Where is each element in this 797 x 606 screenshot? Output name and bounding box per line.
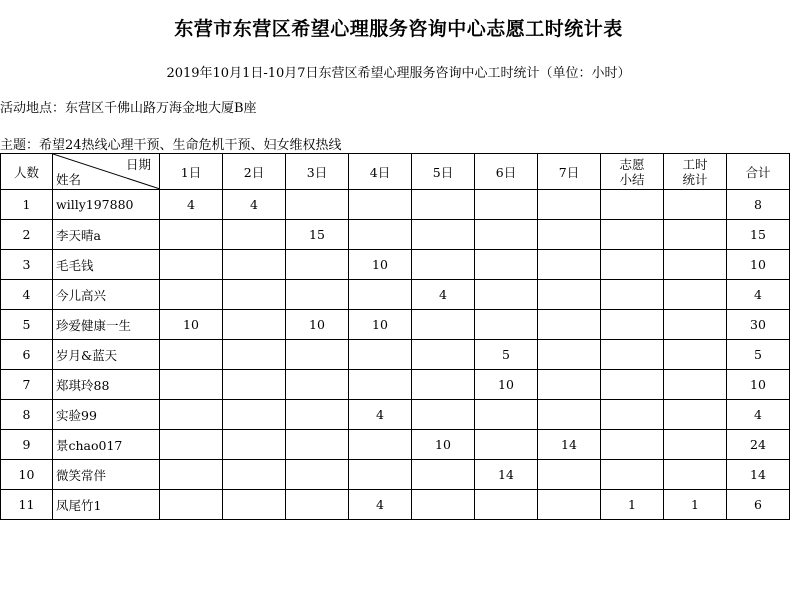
volunteer-name: 景chao017 xyxy=(53,430,160,460)
day-5-hours xyxy=(412,490,475,520)
row-number: 2 xyxy=(1,220,53,250)
row-total: 8 xyxy=(727,190,790,220)
day-5-hours xyxy=(412,340,475,370)
hours-stat: 1 xyxy=(664,490,727,520)
volunteer-summary: 1 xyxy=(601,490,664,520)
header-total: 合计 xyxy=(727,154,790,190)
row-number: 9 xyxy=(1,430,53,460)
activity-topic: 主题：希望24热线心理干预、生命危机干预、妇女维权热线 xyxy=(0,138,342,153)
volunteer-summary xyxy=(601,190,664,220)
day-4-hours: 10 xyxy=(349,250,412,280)
day-2-hours xyxy=(223,400,286,430)
day-3-hours xyxy=(286,430,349,460)
day-3-hours: 15 xyxy=(286,220,349,250)
day-6-hours xyxy=(475,190,538,220)
day-5-hours xyxy=(412,250,475,280)
day-5-hours xyxy=(412,220,475,250)
volunteer-name: willy197880 xyxy=(53,190,160,220)
row-number: 4 xyxy=(1,280,53,310)
hours-stat xyxy=(664,340,727,370)
day-4-hours: 4 xyxy=(349,490,412,520)
day-2-hours xyxy=(223,490,286,520)
day-1-hours xyxy=(160,400,223,430)
day-6-hours xyxy=(475,220,538,250)
volunteer-name: 今儿高兴 xyxy=(53,280,160,310)
volunteer-summary xyxy=(601,430,664,460)
day-4-hours xyxy=(349,460,412,490)
header-name: 姓名 xyxy=(56,172,82,187)
volunteer-summary xyxy=(601,310,664,340)
table-row xyxy=(1,430,790,460)
header-day-4: 4日 xyxy=(349,154,412,190)
day-6-hours xyxy=(475,280,538,310)
day-7-hours xyxy=(538,250,601,280)
day-7-hours xyxy=(538,280,601,310)
day-6-hours: 10 xyxy=(475,370,538,400)
header-day-3: 3日 xyxy=(286,154,349,190)
header-summary xyxy=(601,154,664,190)
day-1-hours xyxy=(160,250,223,280)
sheet-subtitle: 2019年10月1日-10月7日东营区希望心理服务咨询中心工时统计（单位：小时） xyxy=(166,66,631,81)
hours-stat xyxy=(664,310,727,340)
row-total: 10 xyxy=(727,370,790,400)
row-total: 4 xyxy=(727,280,790,310)
volunteer-name: 微笑常伴 xyxy=(53,460,160,490)
table-row xyxy=(1,490,790,520)
day-5-hours xyxy=(412,460,475,490)
volunteer-name: 毛毛钱 xyxy=(53,250,160,280)
day-4-hours xyxy=(349,370,412,400)
day-2-hours xyxy=(223,460,286,490)
row-number: 8 xyxy=(1,400,53,430)
header-date-name xyxy=(53,154,160,190)
day-7-hours xyxy=(538,460,601,490)
day-4-hours xyxy=(349,430,412,460)
activity-location: 活动地点：东营区千佛山路万海金地大厦B座 xyxy=(0,101,257,116)
row-total: 14 xyxy=(727,460,790,490)
volunteer-name: 岁月&蓝天 xyxy=(53,340,160,370)
day-2-hours xyxy=(223,280,286,310)
day-3-hours xyxy=(286,190,349,220)
day-5-hours xyxy=(412,190,475,220)
day-3-hours xyxy=(286,280,349,310)
row-number: 10 xyxy=(1,460,53,490)
day-6-hours: 5 xyxy=(475,340,538,370)
day-2-hours: 4 xyxy=(223,190,286,220)
day-7-hours xyxy=(538,490,601,520)
table-header-row xyxy=(1,154,790,190)
day-6-hours: 14 xyxy=(475,460,538,490)
header-day-6: 6日 xyxy=(475,154,538,190)
day-2-hours xyxy=(223,250,286,280)
day-2-hours xyxy=(223,370,286,400)
day-6-hours xyxy=(475,250,538,280)
row-total: 4 xyxy=(727,400,790,430)
day-4-hours: 4 xyxy=(349,400,412,430)
volunteer-summary xyxy=(601,280,664,310)
day-1-hours: 10 xyxy=(160,310,223,340)
day-6-hours xyxy=(475,310,538,340)
hours-stat xyxy=(664,220,727,250)
volunteer-name: 珍爱健康一生 xyxy=(53,310,160,340)
table-row xyxy=(1,400,790,430)
day-1-hours xyxy=(160,460,223,490)
volunteer-name: 凤尾竹1 xyxy=(53,490,160,520)
day-1-hours xyxy=(160,280,223,310)
hours-stat xyxy=(664,370,727,400)
header-summary-line1: 志愿 xyxy=(619,156,645,172)
hours-stat xyxy=(664,400,727,430)
row-total: 24 xyxy=(727,430,790,460)
table-row xyxy=(1,370,790,400)
day-7-hours xyxy=(538,400,601,430)
day-7-hours: 14 xyxy=(538,430,601,460)
table-row xyxy=(1,310,790,340)
day-4-hours xyxy=(349,190,412,220)
day-1-hours: 4 xyxy=(160,190,223,220)
header-day-5: 5日 xyxy=(412,154,475,190)
hours-stat xyxy=(664,280,727,310)
hours-table xyxy=(0,153,790,520)
header-day-1: 1日 xyxy=(160,154,223,190)
header-count: 人数 xyxy=(1,154,53,190)
day-7-hours xyxy=(538,340,601,370)
sheet-title: 东营市东营区希望心理服务咨询中心志愿工时统计表 xyxy=(174,18,623,40)
day-4-hours xyxy=(349,280,412,310)
day-3-hours xyxy=(286,400,349,430)
volunteer-summary xyxy=(601,340,664,370)
day-3-hours xyxy=(286,340,349,370)
hours-stat xyxy=(664,190,727,220)
day-5-hours: 4 xyxy=(412,280,475,310)
day-5-hours xyxy=(412,370,475,400)
day-4-hours xyxy=(349,220,412,250)
table-row xyxy=(1,460,790,490)
row-total: 10 xyxy=(727,250,790,280)
day-1-hours xyxy=(160,430,223,460)
header-summary-line2: 小结 xyxy=(619,171,645,187)
day-7-hours xyxy=(538,220,601,250)
table-row xyxy=(1,220,790,250)
row-number: 11 xyxy=(1,490,53,520)
day-2-hours xyxy=(223,310,286,340)
day-2-hours xyxy=(223,220,286,250)
volunteer-name: 实验99 xyxy=(53,400,160,430)
table-row xyxy=(1,250,790,280)
table-row xyxy=(1,280,790,310)
volunteer-summary xyxy=(601,220,664,250)
day-2-hours xyxy=(223,430,286,460)
table-row xyxy=(1,190,790,220)
day-1-hours xyxy=(160,220,223,250)
row-total: 15 xyxy=(727,220,790,250)
volunteer-name: 李天晴a xyxy=(53,220,160,250)
hours-stat xyxy=(664,460,727,490)
volunteer-summary xyxy=(601,460,664,490)
day-7-hours xyxy=(538,190,601,220)
volunteer-name: 郑琪玲88 xyxy=(53,370,160,400)
hours-stat xyxy=(664,430,727,460)
row-total: 5 xyxy=(727,340,790,370)
day-2-hours xyxy=(223,340,286,370)
day-7-hours xyxy=(538,370,601,400)
table-row xyxy=(1,340,790,370)
row-number: 3 xyxy=(1,250,53,280)
header-date: 日期 xyxy=(125,157,151,172)
day-1-hours xyxy=(160,490,223,520)
day-1-hours xyxy=(160,340,223,370)
day-5-hours xyxy=(412,310,475,340)
day-5-hours xyxy=(412,400,475,430)
header-hours-line2: 统计 xyxy=(682,171,708,187)
hours-stat xyxy=(664,250,727,280)
row-number: 7 xyxy=(1,370,53,400)
day-7-hours xyxy=(538,310,601,340)
volunteer-summary xyxy=(601,370,664,400)
day-4-hours: 10 xyxy=(349,310,412,340)
day-6-hours xyxy=(475,400,538,430)
day-5-hours: 10 xyxy=(412,430,475,460)
day-3-hours: 10 xyxy=(286,310,349,340)
row-number: 6 xyxy=(1,340,53,370)
day-4-hours xyxy=(349,340,412,370)
header-hours-line1: 工时 xyxy=(682,156,708,172)
day-6-hours xyxy=(475,430,538,460)
day-6-hours xyxy=(475,490,538,520)
header-day-2: 2日 xyxy=(223,154,286,190)
day-3-hours xyxy=(286,460,349,490)
day-3-hours xyxy=(286,250,349,280)
volunteer-summary xyxy=(601,400,664,430)
day-3-hours xyxy=(286,370,349,400)
header-day-7: 7日 xyxy=(538,154,601,190)
row-total: 6 xyxy=(727,490,790,520)
header-hours xyxy=(664,154,727,190)
row-number: 5 xyxy=(1,310,53,340)
day-3-hours xyxy=(286,490,349,520)
day-1-hours xyxy=(160,370,223,400)
row-total: 30 xyxy=(727,310,790,340)
volunteer-summary xyxy=(601,250,664,280)
row-number: 1 xyxy=(1,190,53,220)
